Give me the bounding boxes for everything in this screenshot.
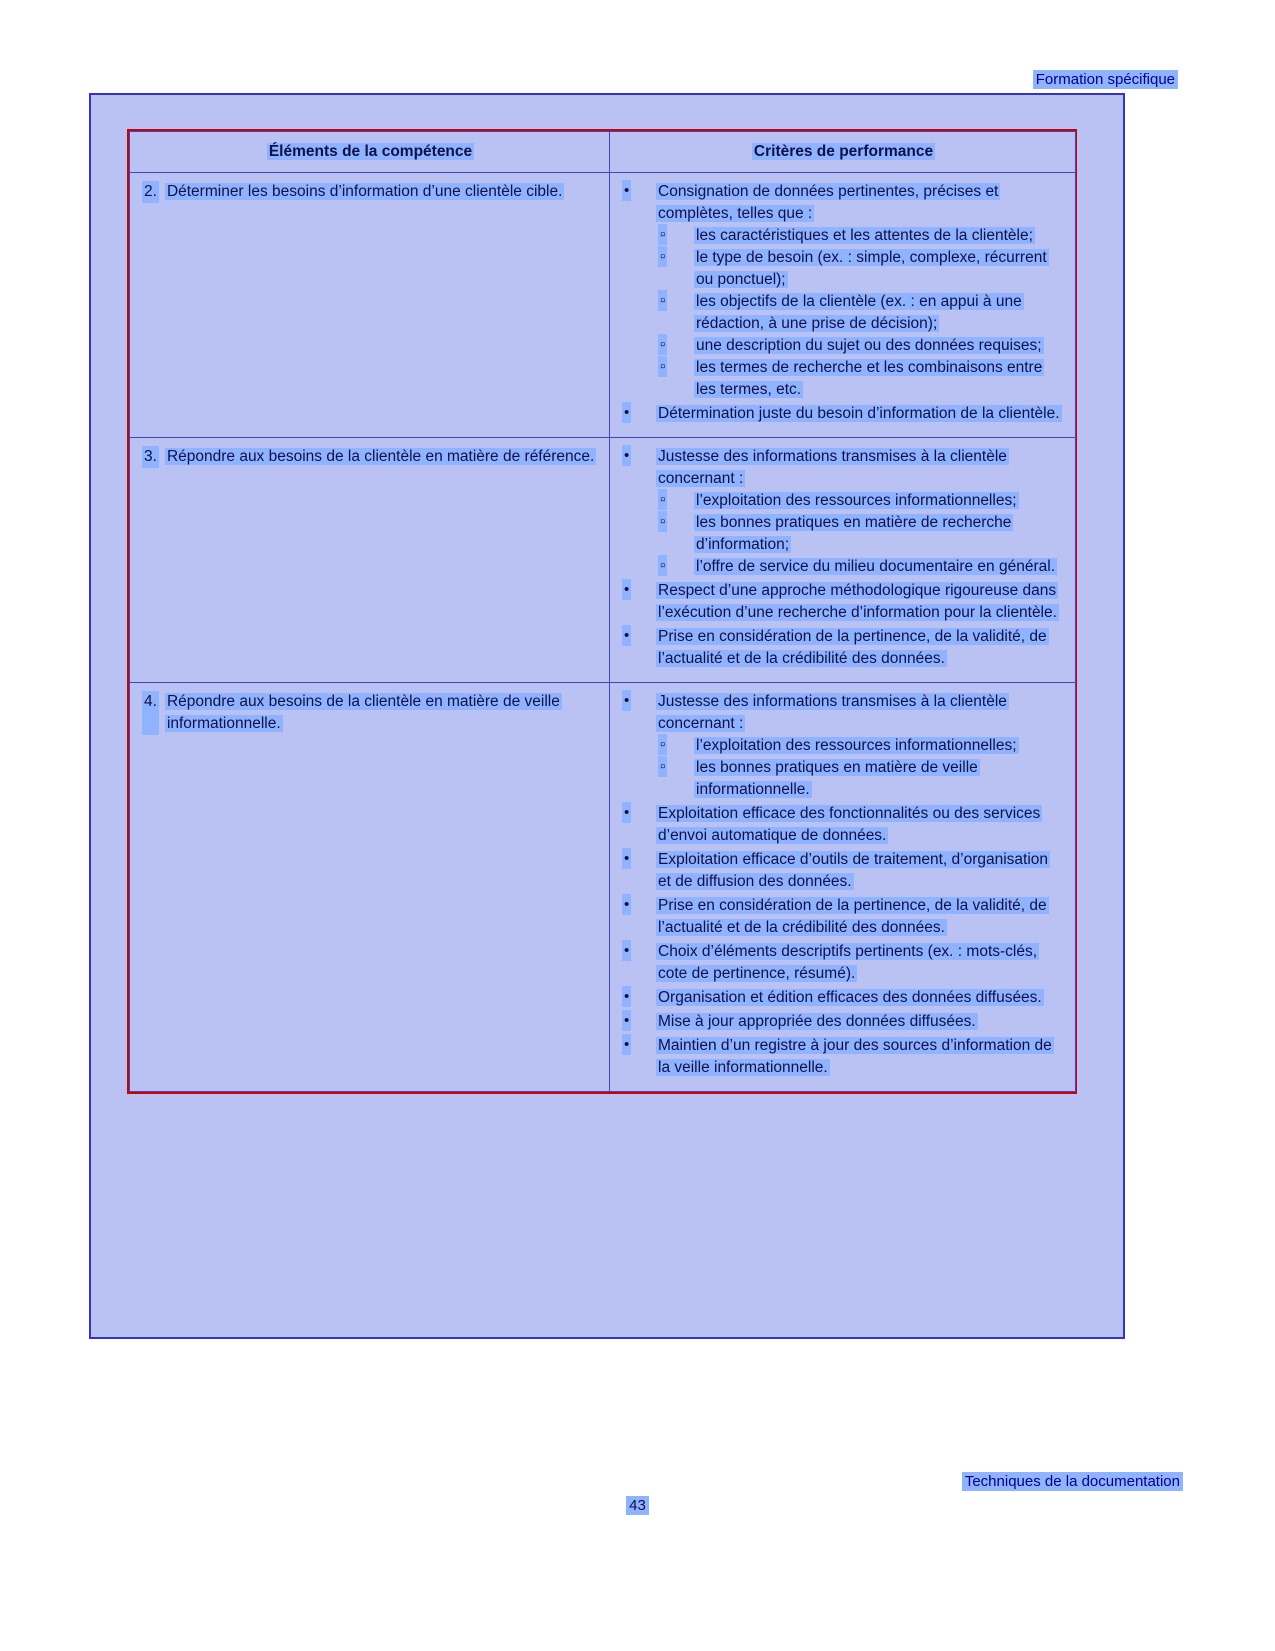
list-item [622, 691, 1065, 801]
list-item [622, 987, 1065, 1009]
list-item [622, 446, 1065, 578]
element-text: Répondre aux besoins de la clientèle en matière de référence. [166, 448, 595, 465]
list-item [622, 580, 1065, 624]
column-header-criteria [610, 132, 1076, 173]
column-header-elements-label: Éléments de la compétence [268, 143, 473, 160]
criteria-list [622, 446, 1065, 670]
criteria-list [622, 691, 1065, 1079]
list-item [656, 357, 1065, 401]
subcriterion-text: les bonnes pratiques en matière de recherche d’information; [696, 514, 1012, 553]
element-cell [130, 683, 610, 1092]
subcriterion-text: les caractéristiques et les attentes de la clientèle; [696, 227, 1033, 244]
table-header-row [130, 132, 1076, 173]
document-header-right [1033, 70, 1178, 89]
list-item [656, 225, 1065, 247]
table-row [130, 438, 1076, 683]
page-number-container [0, 1497, 1275, 1514]
list-item [622, 1035, 1065, 1079]
criterion-text: Exploitation efficace d’outils de traitement, d’organisation et de diffusion des données. [658, 851, 1049, 890]
list-item [656, 247, 1065, 291]
criterion-text: Consignation de données pertinentes, précises et complètes, telles que : [658, 183, 999, 222]
subcriterion-text: l’offre de service du milieu documentaire en général. [696, 558, 1055, 575]
list-item [656, 291, 1065, 335]
criterion-text: Détermination juste du besoin d’information de la clientèle. [658, 405, 1060, 422]
competency-table [129, 131, 1076, 1092]
criteria-cell [610, 173, 1076, 438]
element-cell [130, 438, 610, 683]
subcriterion-text: l’exploitation des ressources informationnelles; [696, 737, 1017, 754]
criterion-text: Justesse des informations transmises à la clientèle concernant : [658, 448, 1007, 487]
element-text: Déterminer les besoins d’information d’une clientèle cible. [166, 183, 563, 200]
list-item [622, 941, 1065, 985]
criteria-sublist [656, 225, 1065, 401]
list-item [622, 181, 1065, 401]
table-row [130, 173, 1076, 438]
column-header-criteria-label: Critères de performance [753, 143, 934, 160]
list-item [622, 1011, 1065, 1033]
criterion-text: Prise en considération de la pertinence, de la validité, de l’actualité et de la crédibilité des données. [658, 628, 1047, 667]
footer-text: Techniques de la documentation [964, 1473, 1180, 1490]
subcriterion-text: le type de besoin (ex. : simple, complexe, récurrent ou ponctuel); [696, 249, 1047, 288]
criteria-cell [610, 683, 1076, 1092]
list-item [622, 626, 1065, 670]
element-number: 4. [142, 691, 159, 735]
criterion-text: Mise à jour appropriée des données diffusées. [658, 1013, 976, 1030]
list-item [622, 403, 1065, 425]
criterion-text: Exploitation efficace des fonctionnalités ou des services d’envoi automatique de données. [658, 805, 1041, 844]
list-item [622, 895, 1065, 939]
list-item [656, 757, 1065, 801]
criteria-cell [610, 438, 1076, 683]
subcriterion-text: les bonnes pratiques en matière de veille informationnelle. [696, 759, 978, 798]
list-item [656, 490, 1065, 512]
list-item [622, 849, 1065, 893]
subcriterion-text: une description du sujet ou des données requises; [696, 337, 1042, 354]
criterion-text: Choix d’éléments descriptifs pertinents (ex. : mots-clés, cote de pertinence, résumé). [658, 943, 1038, 982]
criterion-text: Organisation et édition efficaces des données diffusées. [658, 989, 1042, 1006]
document-footer-right [962, 1472, 1183, 1491]
element-text: Répondre aux besoins de la clientèle en matière de veille informationnelle. [166, 693, 560, 732]
element-number: 3. [142, 446, 159, 468]
column-header-elements [130, 132, 610, 173]
page-number: 43 [626, 1496, 649, 1515]
list-item [656, 735, 1065, 757]
list-item [656, 512, 1065, 556]
criterion-text: Respect d’une approche méthodologique rigoureuse dans l’exécution d’une recherche d’information pour la clientèle. [658, 582, 1057, 621]
criteria-sublist [656, 490, 1065, 578]
list-item [656, 335, 1065, 357]
element-number: 2. [142, 181, 159, 203]
criteria-list [622, 181, 1065, 425]
header-text: Formation spécifique [1035, 71, 1175, 88]
subcriterion-text: les objectifs de la clientèle (ex. : en appui à une rédaction, à une prise de décision); [696, 293, 1022, 332]
table-row [130, 683, 1076, 1092]
element-cell [130, 173, 610, 438]
subcriterion-text: les termes de recherche et les combinaisons entre les termes, etc. [696, 359, 1043, 398]
list-item [656, 556, 1065, 578]
criterion-text: Maintien d’un registre à jour des sources d’information de la veille informationnelle. [658, 1037, 1052, 1076]
list-item [622, 803, 1065, 847]
criteria-sublist [656, 735, 1065, 801]
subcriterion-text: l’exploitation des ressources informationnelles; [696, 492, 1017, 509]
criterion-text: Justesse des informations transmises à la clientèle concernant : [658, 693, 1007, 732]
competency-table-container [127, 129, 1077, 1094]
criterion-text: Prise en considération de la pertinence, de la validité, de l’actualité et de la crédibilité des données. [658, 897, 1047, 936]
